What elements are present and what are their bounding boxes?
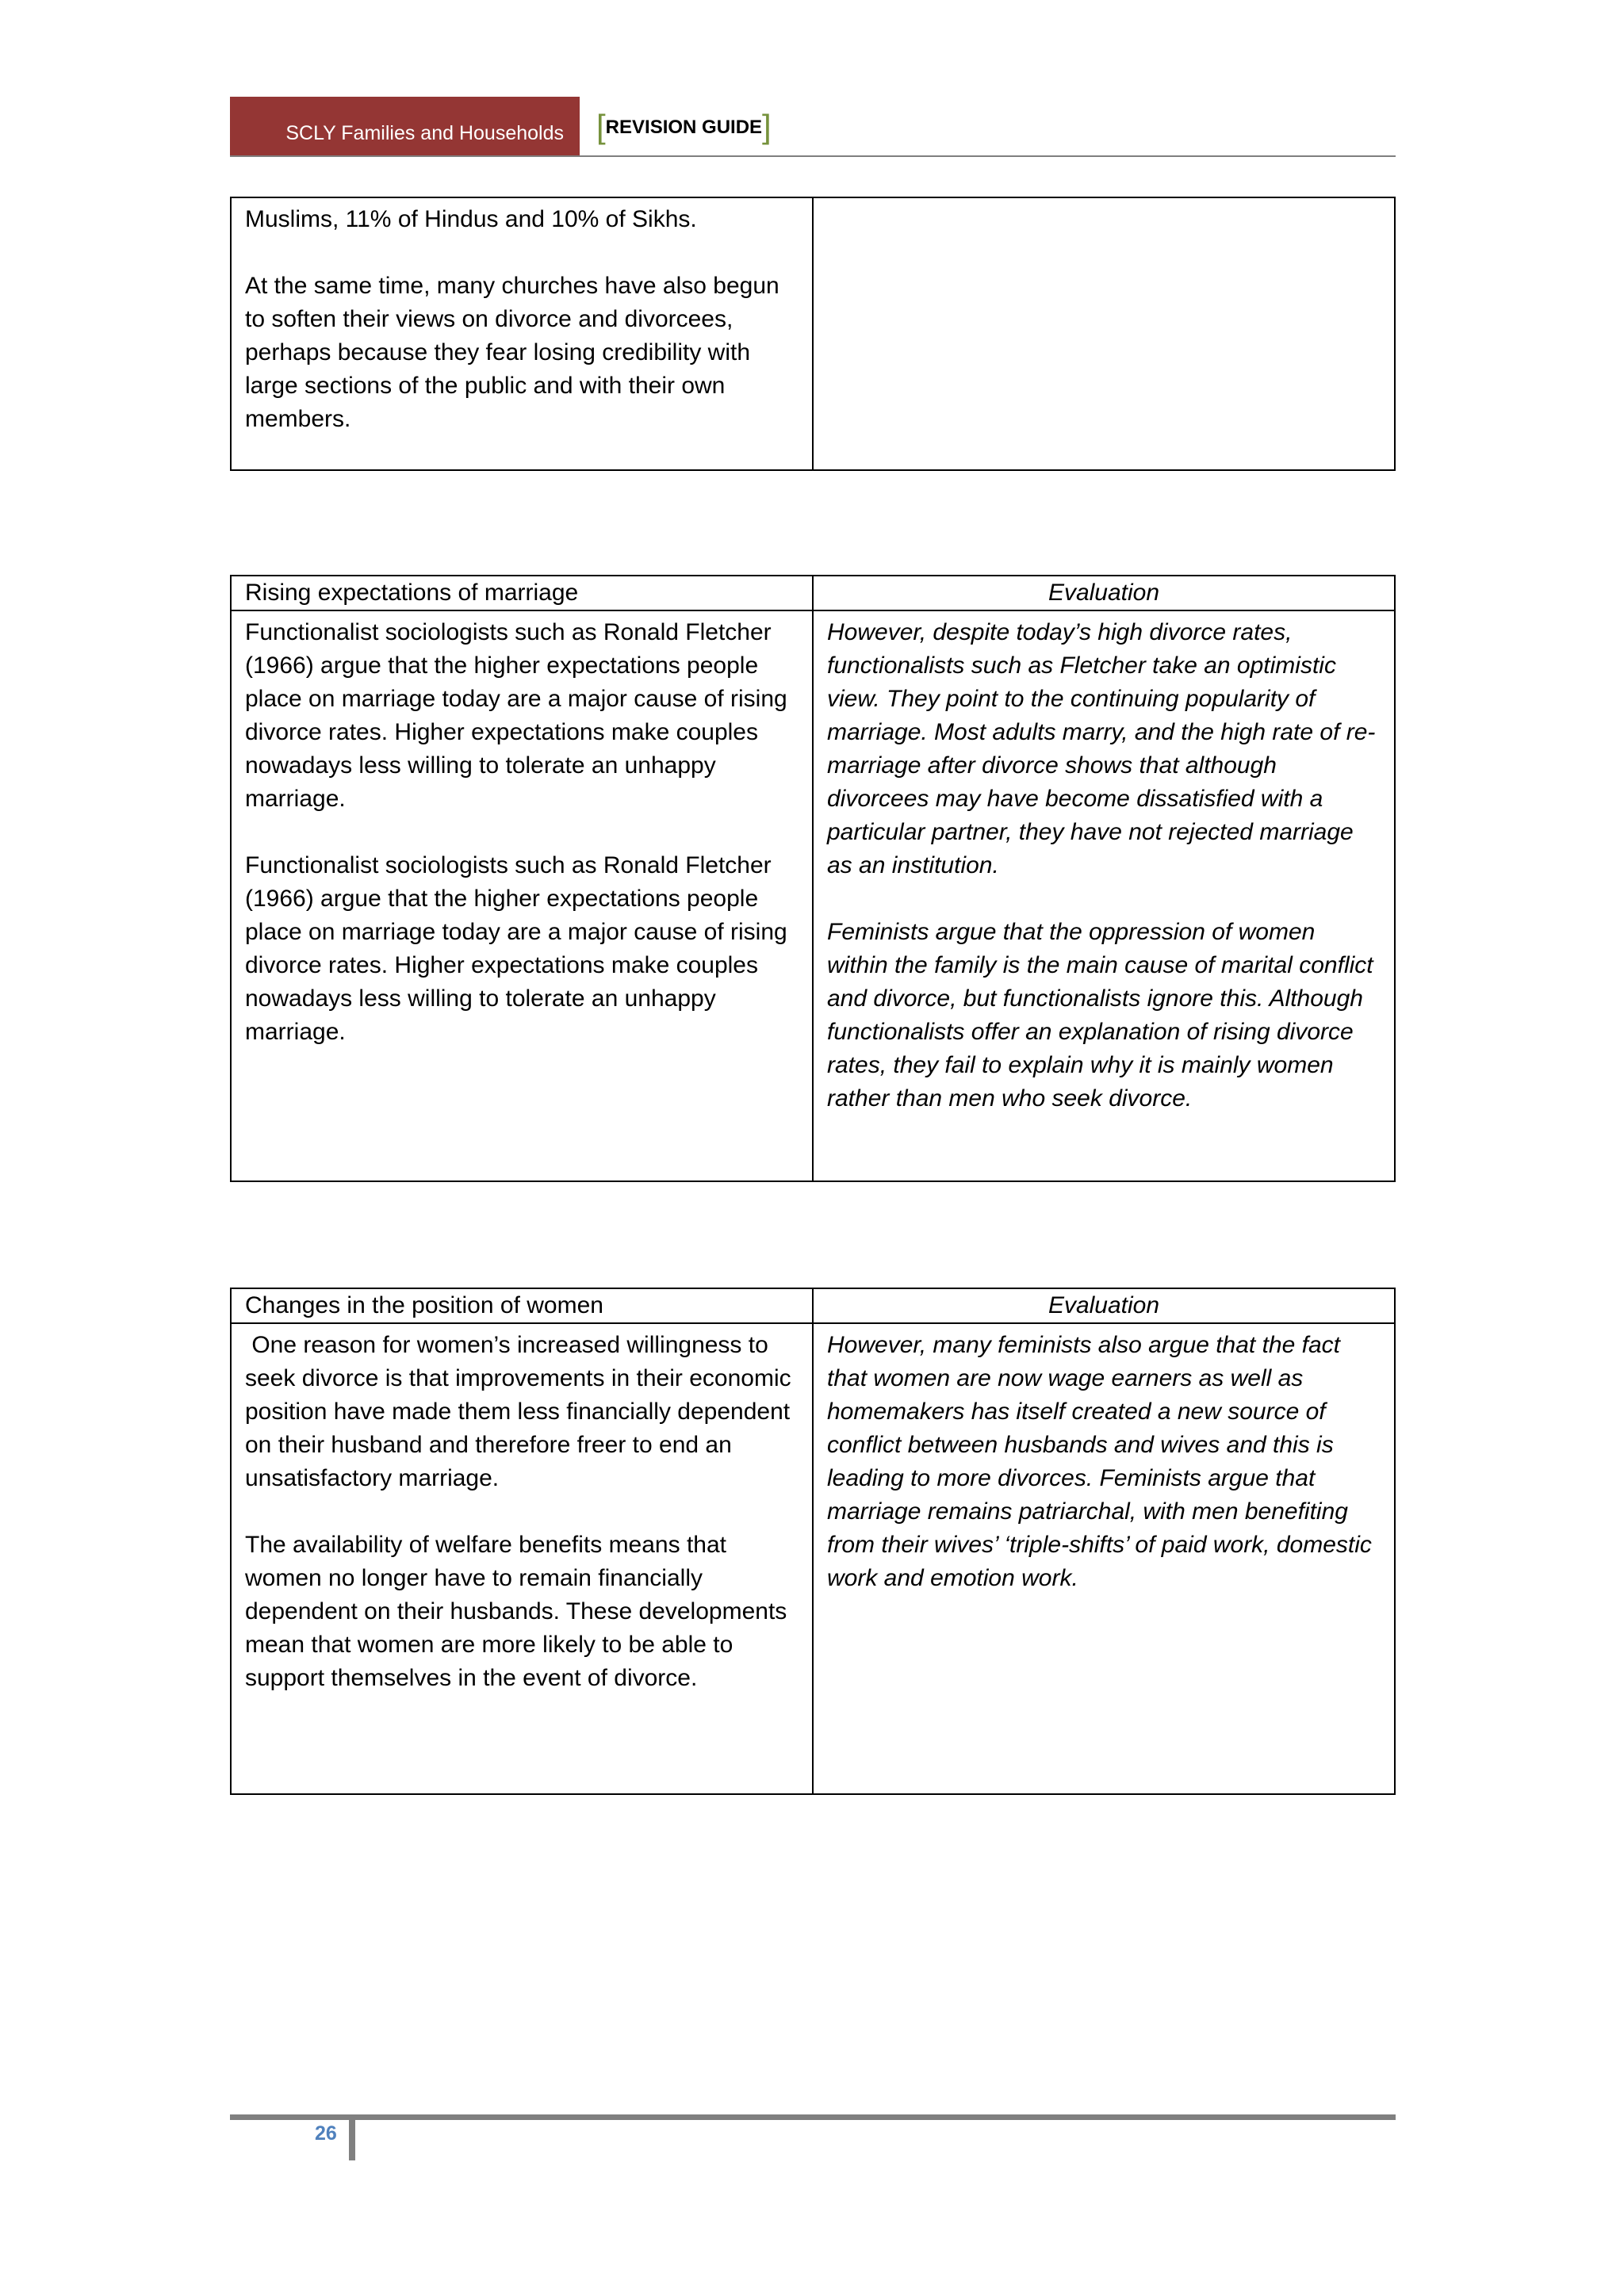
footer-rule: [230, 2114, 1396, 2120]
page-number: 26: [315, 2122, 337, 2145]
topic-heading: Changes in the position of women: [231, 1288, 813, 1323]
continuation-right-cell: [813, 197, 1395, 470]
evaluation-paragraph: Feminists argue that the oppression of women within the family is the main cause of marital conflict and divorce, but functionalists ignore this. Although functionalists offer an explanation of rising divorce rates, they fail to explain why it is mainly women rather than men who seek divorce.: [827, 919, 1373, 1112]
header-band: [230, 97, 580, 156]
topic-paragraph: Functionalist sociologists such as Ronald Fletcher (1966) argue that the higher expectations people place on marriage today are a major cause of rising divorce rates. Higher expectations make couples nowadays less willing to tolerate an unhappy marriage.: [245, 852, 787, 1045]
topic-paragraph: One reason for women’s increased willingness to seek divorce is that improvements in their economic position have made them less financially dependent on their husband and therefore freer to end an unsatisfactory marriage.: [245, 1332, 798, 1491]
evaluation-heading: Evaluation: [813, 576, 1395, 610]
topic-paragraph: The availability of welfare benefits means that women no longer have to remain financially dependent on their husbands. These developments mean that women are more likely to be able to support themselves in the event of divorce.: [245, 1532, 787, 1691]
continuation-left-cell: [231, 197, 813, 470]
header-rule: [230, 155, 1396, 157]
guide-label: REVISION GUIDE: [605, 117, 763, 138]
topic-cell: [231, 1323, 813, 1794]
header-title: SCLY Families and Households: [285, 122, 564, 144]
evaluation-paragraph: However, many feminists also argue that the fact that women are now wage earners as well as homemakers has itself created a new source of conflict between husbands and wives and this is leading to more divorces. Feminists argue that marriage remains patriarchal, with men benefiting from their wives’ ‘triple-shifts’ of paid work, domestic work and emotion work.: [827, 1332, 1372, 1591]
position-of-women-table: [230, 1288, 1396, 1795]
continuation-table: [230, 197, 1396, 471]
footer-tick: [349, 2114, 355, 2160]
rising-expectations-table: [230, 575, 1396, 1182]
evaluation-cell: [813, 610, 1395, 1181]
continuation-paragraph: Muslims, 11% of Hindus and 10% of Sikhs.: [245, 206, 697, 232]
continuation-paragraph: At the same time, many churches have also begun to soften their views on divorce and divorcees, perhaps because they fear losing credibility with large sections of the public and with their own members.: [245, 273, 779, 432]
bracket-close: ]: [762, 108, 772, 145]
topic-cell: [231, 610, 813, 1181]
evaluation-cell: [813, 1323, 1395, 1794]
header-guide: [596, 108, 772, 146]
topic-paragraph: Functionalist sociologists such as Ronald Fletcher (1966) argue that the higher expectations people place on marriage today are a major cause of rising divorce rates. Higher expectations make couples nowadays less willing to tolerate an unhappy marriage.: [245, 619, 787, 812]
evaluation-paragraph: However, despite today’s high divorce rates, functionalists such as Fletcher take an optimistic view. They point to the continuing popularity of marriage. Most adults marry, and the high rate of re-marriage after divorce shows that although divorcees may have become dissatisfied with a particular partner, they have not rejected marriage as an institution.: [827, 619, 1376, 878]
topic-heading: Rising expectations of marriage: [231, 576, 813, 610]
evaluation-heading: Evaluation: [813, 1288, 1395, 1323]
bracket-open: [: [596, 108, 606, 145]
